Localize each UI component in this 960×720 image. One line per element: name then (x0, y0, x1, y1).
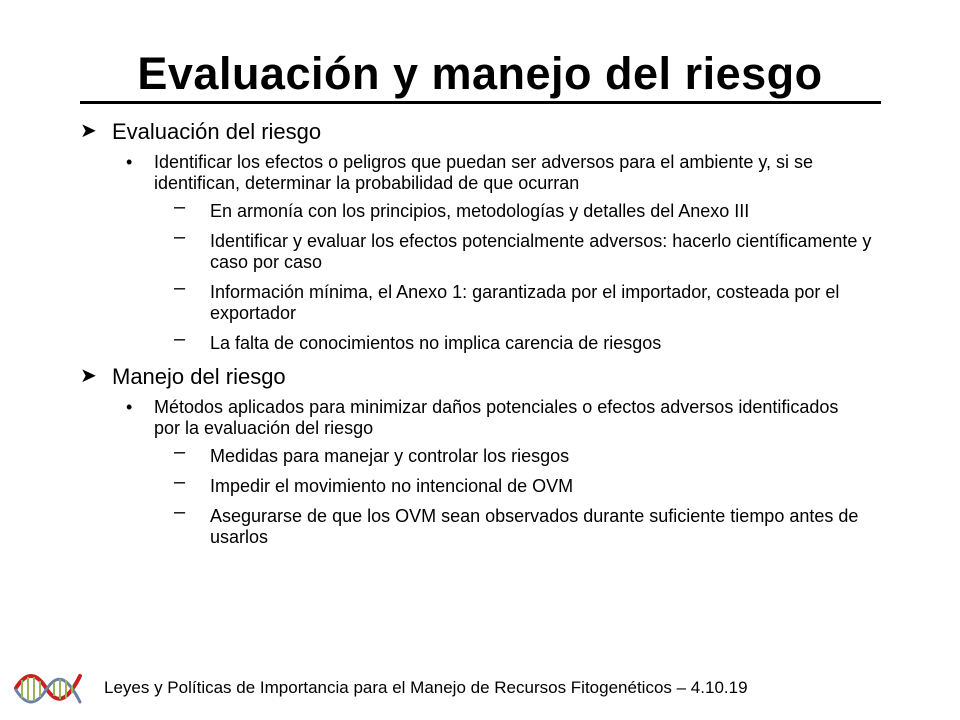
sub-bullet (174, 328, 890, 354)
bullet-point (114, 397, 844, 439)
dash-bullet-icon: – (174, 501, 186, 523)
sub-bullet-text: Información mínima, el Anexo 1: garantizada por el importador, costeada por el exportador (210, 282, 840, 323)
sub-bullet (174, 226, 890, 273)
bullet-point-text: Identificar los efectos o peligros que puedan ser adversos para el ambiente y, si se identifican, determinar la probabilidad de que ocurran (154, 152, 814, 193)
sub-bullet (174, 471, 890, 497)
dot-bullet-icon: • (126, 397, 133, 417)
slide-content (80, 118, 900, 557)
arrow-bullet-icon: ➤ (80, 365, 97, 387)
dash-bullet-icon: – (174, 277, 186, 299)
bullet-point (114, 152, 844, 194)
section-heading-label: Manejo del riesgo (112, 364, 286, 389)
section-heading-label: Evaluación del riesgo (112, 119, 322, 144)
sub-bullet (174, 196, 890, 222)
sub-bullet-text: Impedir el movimiento no intencional de OVM (210, 476, 574, 496)
sub-bullet (174, 277, 890, 324)
sub-bullet-text: En armonía con los principios, metodologías y detalles del Anexo III (210, 201, 750, 221)
dash-bullet-icon: – (174, 441, 186, 463)
sub-bullet-text: Medidas para manejar y controlar los riesgos (210, 446, 570, 466)
dash-bullet-icon: – (174, 196, 186, 218)
dash-bullet-icon: – (174, 226, 186, 248)
sub-bullet-text: La falta de conocimientos no implica carencia de riesgos (210, 333, 662, 353)
sub-bullet (174, 441, 890, 467)
dna-helix-icon (14, 668, 84, 708)
section-heading-evaluacion (80, 118, 900, 145)
sub-bullet (174, 501, 890, 548)
title-divider (80, 101, 881, 104)
slide-footer (0, 668, 960, 712)
sub-bullet-text: Asegurarse de que los OVM sean observados durante suficiente tiempo antes de usarlos (210, 506, 859, 547)
dot-bullet-icon: • (126, 152, 133, 172)
section-heading-manejo (80, 363, 900, 390)
slide-title: Evaluación y manejo del riesgo (137, 48, 823, 99)
dash-bullet-icon: – (174, 471, 186, 493)
sub-bullet-text: Identificar y evaluar los efectos potencialmente adversos: hacerlo científicamente y caso por caso (210, 231, 872, 272)
dash-bullet-icon: – (174, 328, 186, 350)
footer-text: Leyes y Políticas de Importancia para el Manejo de Recursos Fitogenéticos – 4.10.19 (104, 678, 748, 697)
bullet-point-text: Métodos aplicados para minimizar daños potenciales o efectos adversos identificados por la evaluación del riesgo (154, 397, 839, 438)
arrow-bullet-icon: ➤ (80, 120, 97, 142)
